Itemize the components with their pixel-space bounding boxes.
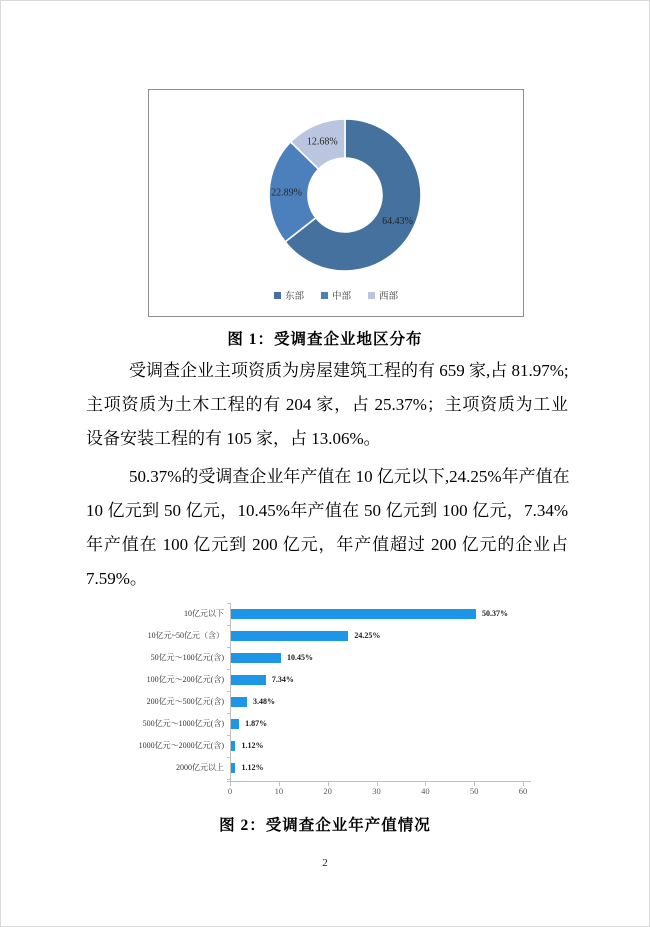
y-axis-tick (227, 713, 230, 714)
bar-row (86, 647, 566, 669)
bar-value-label: 24.25% (354, 631, 381, 640)
bar-row (86, 735, 566, 757)
legend-label: 中部 (331, 292, 351, 302)
figure1-chart-frame (148, 89, 524, 317)
bar-category-label: 50亿元～100亿元(含) (150, 653, 224, 662)
paragraph-output-value (86, 460, 568, 596)
bar-category-label: 1000亿元～2000亿元(含) (138, 741, 224, 750)
bar (230, 675, 266, 685)
donut-legend (149, 288, 523, 302)
donut-data-label: 22.89% (271, 187, 303, 199)
bar-row (86, 691, 566, 713)
bar-row (86, 757, 566, 779)
x-axis-tick-label: 10 (274, 786, 284, 796)
bar-category-label: 2000亿元以上 (176, 763, 224, 772)
y-axis-tick (227, 669, 230, 670)
bar-value-label: 1.12% (241, 763, 264, 772)
paragraph-line: 受调查企业主项资质为房屋建筑工程的有 659 家,占 81.97%; (129, 361, 569, 380)
legend-swatch-icon (321, 292, 328, 299)
x-axis-tick-label: 60 (518, 786, 528, 796)
x-axis-tick-label: 50 (469, 786, 479, 796)
bar-row (86, 625, 566, 647)
legend-swatch-icon (368, 292, 375, 299)
bar-category-label: 10亿元~50亿元（含） (147, 631, 224, 640)
y-axis-tick (227, 779, 230, 780)
donut-data-label: 64.43% (382, 216, 414, 228)
bar-value-label: 1.87% (245, 719, 268, 728)
bar-row (86, 603, 566, 625)
paragraph-line: 主项资质为土木工程的有 204 家，占 25.37%；主项资质为工业 (86, 395, 568, 414)
y-axis-tick (227, 603, 230, 604)
bar (230, 697, 247, 707)
bar-category-label: 500亿元～1000亿元(含) (142, 719, 224, 728)
x-axis-tick-label: 0 (227, 786, 233, 796)
y-axis-tick (227, 757, 230, 758)
y-axis-tick (227, 625, 230, 626)
bar-row (86, 713, 566, 735)
bar-value-label: 3.48% (252, 697, 275, 706)
legend-label: 东部 (284, 292, 304, 302)
y-axis-tick (227, 691, 230, 692)
bar-row (86, 669, 566, 691)
bar-value-label: 50.37% (481, 609, 508, 618)
legend-swatch-icon (274, 292, 281, 299)
paragraph-line: 7.59%。 (86, 569, 147, 588)
figure1-caption: 图 1：受调查企业地区分布 (227, 331, 423, 348)
paragraph-qualifications (86, 354, 568, 456)
paragraph-line: 年产值在 100 亿元到 200 亿元，年产值超过 200 亿元的企业占 (86, 535, 568, 554)
donut-data-label: 12.68% (306, 136, 338, 148)
x-axis-tick-label: 40 (421, 786, 430, 796)
region-donut-chart (149, 90, 525, 286)
bar (230, 631, 348, 641)
bar-value-label: 10.45% (287, 653, 314, 662)
paragraph-line: 50.37%的受调查企业年产值在 10 亿元以下,24.25%年产值在 (129, 467, 570, 486)
bar (230, 609, 476, 619)
page-number: 2 (322, 857, 328, 869)
bar-category-label: 10亿元以下 (184, 609, 224, 618)
bar-value-label: 7.34% (271, 675, 294, 684)
figure2-caption: 图 2：受调查企业年产值情况 (219, 817, 431, 834)
bar (230, 719, 239, 729)
paragraph-line: 设备安装工程的有 105 家，占 13.06%。 (86, 429, 381, 448)
paragraph-line: 10 亿元到 50 亿元，10.45%年产值在 50 亿元到 100 亿元，7.34% (86, 501, 568, 520)
y-axis-tick (227, 735, 230, 736)
bar-category-label: 100亿元～200亿元(含) (146, 675, 224, 684)
x-axis-line (227, 781, 531, 782)
x-axis-tick-label: 20 (323, 786, 332, 796)
legend-label: 西部 (379, 292, 399, 302)
legend-item-东部 (274, 288, 304, 302)
bar (230, 653, 281, 663)
bar-category-label: 200亿元～500亿元(含) (146, 697, 224, 706)
y-axis-line (230, 603, 231, 781)
output-value-bar-chart (86, 601, 566, 801)
y-axis-tick (227, 647, 230, 648)
x-axis-tick-label: 30 (372, 786, 381, 796)
legend-item-西部 (368, 288, 398, 302)
bar-value-label: 1.12% (241, 741, 264, 750)
legend-item-中部 (321, 288, 351, 302)
